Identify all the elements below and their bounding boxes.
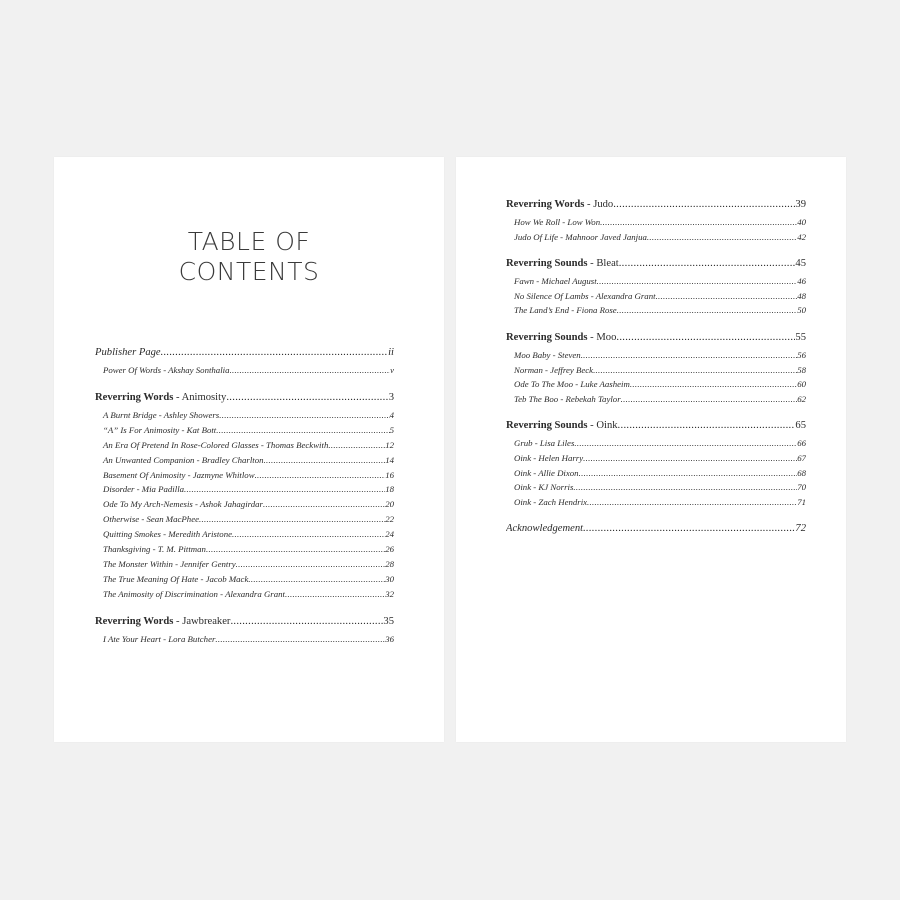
toc-entry (506, 392, 806, 407)
toc-heading-label (506, 197, 613, 212)
dot-leader (216, 423, 389, 438)
page-number: 28 (385, 558, 394, 569)
page-number: 62 (797, 393, 806, 404)
section-subheading: - Judo (584, 199, 614, 210)
entry-title: I Ate Your Heart - Lora Butcher (103, 633, 216, 644)
page-number: 22 (385, 514, 394, 525)
toc-entry (506, 348, 806, 363)
toc-heading-label (95, 390, 226, 405)
toc-entry-list (506, 274, 806, 318)
toc-entry-list (95, 408, 394, 602)
entry-title: Norman - Jeffrey Beck (514, 364, 594, 375)
toc-heading-label (506, 521, 583, 536)
page-number: 65 (795, 420, 806, 432)
dot-leader (616, 330, 795, 345)
toc-entry-list (506, 348, 806, 406)
dot-leader (583, 451, 797, 466)
page-number: ii (388, 347, 394, 358)
section-subheading: - Oink (587, 420, 618, 432)
dot-leader (630, 377, 797, 392)
page-number: 46 (797, 276, 806, 287)
section-heading: Reverring Sounds (506, 420, 588, 432)
dot-leader (248, 572, 385, 587)
dot-leader (219, 408, 389, 423)
entry-title: Basement Of Animosity - Jazmyne Whitlow (103, 469, 255, 480)
toc-entry (506, 215, 806, 230)
page-number: 58 (797, 364, 806, 375)
dot-leader (656, 289, 798, 304)
dot-leader (574, 436, 797, 451)
table-of-contents-right (506, 197, 806, 536)
page-number: 66 (797, 438, 806, 449)
section-heading: Reverring Words (95, 615, 174, 627)
dot-leader (199, 512, 385, 527)
page-title-line-2: CONTENTS (178, 257, 320, 286)
toc-entry (506, 289, 806, 304)
section-heading: Reverring Words (95, 391, 174, 403)
dot-leader (600, 215, 797, 230)
dot-leader (647, 230, 797, 245)
entry-title: An Era Of Pretend In Rose-Colored Glasses - Thomas Beckwith (103, 439, 329, 450)
dot-leader (587, 495, 797, 510)
toc-entry (95, 557, 394, 572)
entry-title: The Land’s End - Fiona Rose (514, 305, 617, 316)
toc-entry (506, 303, 806, 318)
toc-section (95, 390, 394, 602)
toc-heading-label (95, 614, 230, 629)
toc-entry (506, 363, 806, 378)
toc-entry (506, 274, 806, 289)
toc-heading-row (506, 330, 806, 345)
toc-entry (95, 572, 394, 587)
page-title-line-1: TABLE OF (187, 227, 311, 256)
dot-leader (579, 466, 798, 481)
entry-title: Quitting Smokes - Meredith Aristone (103, 529, 233, 540)
dot-leader (613, 197, 795, 212)
toc-section (506, 197, 806, 244)
page-number: v (390, 365, 394, 375)
section-heading: Reverring Words (506, 199, 585, 210)
entry-title: No Silence Of Lambs - Alexandra Grant (514, 290, 656, 301)
page-number: 26 (385, 544, 394, 555)
toc-entry (95, 632, 394, 647)
dot-leader (184, 482, 385, 497)
toc-heading-row (95, 390, 394, 405)
dot-leader (215, 632, 385, 647)
page-number: 68 (797, 467, 806, 478)
toc-entry-list (506, 215, 806, 244)
dot-leader (230, 363, 391, 378)
section-subheading: - Moo (587, 331, 617, 343)
dot-leader (255, 468, 386, 483)
page-number: 48 (797, 290, 806, 301)
page-number: 72 (795, 523, 806, 535)
dot-leader (619, 256, 796, 271)
entry-title: Power Of Words - Akshay Sonthalia (103, 365, 230, 375)
page-number: 42 (797, 231, 806, 242)
dot-leader (161, 345, 388, 360)
toc-entry (506, 480, 806, 495)
page-number: 36 (385, 633, 394, 644)
page-number: 35 (383, 615, 394, 627)
dot-leader (573, 480, 797, 495)
entry-title: Oink - KJ Norris (514, 482, 574, 493)
dot-leader (285, 587, 385, 602)
page-number: 16 (385, 469, 394, 480)
entry-title: Disorder - Mia Padilla (103, 484, 185, 495)
entry-title: Oink - Helen Harry (514, 452, 584, 463)
section-heading: Reverring Sounds (506, 258, 588, 270)
dot-leader (621, 392, 798, 407)
section-heading: Reverring Sounds (506, 331, 588, 343)
toc-heading-label (506, 256, 619, 271)
section-subheading: - Bleat (587, 258, 619, 270)
dot-leader (617, 303, 797, 318)
dot-leader (230, 614, 383, 629)
dot-leader (264, 453, 386, 468)
page-number: 40 (797, 217, 806, 227)
dot-leader (597, 274, 798, 289)
toc-entry (95, 497, 394, 512)
dot-leader (263, 497, 385, 512)
dot-leader (232, 527, 385, 542)
page-number: 3 (388, 391, 394, 403)
toc-section (506, 256, 806, 318)
entry-title: Oink - Zach Hendrix (514, 496, 588, 507)
toc-heading-row (506, 256, 806, 271)
section-subheading: - Animosity (173, 391, 227, 403)
dot-leader (593, 363, 797, 378)
dot-leader (618, 418, 796, 433)
toc-entry (95, 482, 394, 497)
toc-heading-label (506, 330, 616, 345)
page-number: 60 (797, 379, 806, 390)
entry-title: Oink - Allie Dixon (514, 467, 579, 478)
toc-entry (95, 527, 394, 542)
entry-title: The Animosity of Discrimination - Alexandra Grant (103, 588, 285, 599)
dot-leader (328, 438, 385, 453)
toc-entry (95, 542, 394, 557)
dot-leader (236, 557, 386, 572)
page-number: 39 (795, 199, 806, 210)
page-number: 50 (797, 305, 806, 316)
toc-entry (95, 408, 394, 423)
toc-entry-list (95, 632, 394, 647)
entry-title: Grub - Lisa Liles (514, 438, 575, 449)
toc-heading-row (95, 345, 394, 360)
toc-entry (506, 466, 806, 481)
page-number: 12 (385, 439, 394, 450)
toc-heading-row (506, 197, 806, 212)
toc-entry (95, 587, 394, 602)
toc-heading-label (506, 418, 618, 433)
toc-section (95, 614, 394, 647)
entry-title: Ode To My Arch-Nemesis - Ashok Jahagirdar (103, 499, 263, 510)
page-number: 67 (797, 452, 806, 463)
page-number: 14 (385, 454, 394, 465)
dot-leader (581, 348, 798, 363)
right-page (456, 157, 846, 742)
page-number: 24 (385, 529, 394, 540)
page-number: 20 (385, 499, 394, 510)
section-heading: Acknowledgement (506, 523, 584, 535)
toc-entry (506, 436, 806, 451)
page-number: 5 (389, 424, 394, 435)
dot-leader (226, 390, 388, 405)
section-heading: Publisher Page (95, 347, 161, 358)
toc-entry (506, 495, 806, 510)
toc-heading-row (95, 614, 394, 629)
toc-entry (95, 423, 394, 438)
toc-entry (506, 377, 806, 392)
toc-entry (95, 468, 394, 483)
entry-title: Ode To The Moo - Luke Aasheim (514, 379, 630, 390)
toc-entry (95, 363, 394, 378)
entry-title: Fawn - Michael August (514, 276, 597, 287)
toc-entry (95, 512, 394, 527)
entry-title: Teb The Boo - Rebekah Taylor (514, 393, 621, 404)
page-number: 32 (385, 588, 394, 599)
toc-section (506, 418, 806, 509)
dot-leader (206, 542, 385, 557)
page-number: 56 (797, 349, 806, 360)
page-number: 71 (797, 496, 806, 507)
dot-leader (583, 521, 795, 536)
section-subheading: - Jawbreaker (173, 615, 231, 627)
left-page (54, 157, 444, 742)
entry-title: A Burnt Bridge - Ashley Showers (103, 409, 220, 420)
toc-entry (95, 438, 394, 453)
page-number: 4 (389, 409, 394, 420)
toc-entry (506, 451, 806, 466)
toc-heading-label (95, 345, 161, 360)
entry-title: Otherwise - Sean MacPhee (103, 514, 200, 525)
toc-entry-list (95, 363, 394, 378)
entry-title: The True Meaning Of Hate - Jacob Mack (103, 573, 249, 584)
entry-title: Thanksgiving - T. M. Pittman (103, 544, 206, 555)
toc-heading-row (506, 521, 806, 536)
toc-section (95, 345, 394, 378)
entry-title: Moo Baby - Steven (514, 349, 581, 360)
entry-title: “A” Is For Animosity - Kat Bott (103, 424, 217, 435)
toc-heading-row (506, 418, 806, 433)
toc-entry (506, 230, 806, 245)
toc-section (506, 330, 806, 406)
toc-entry (95, 453, 394, 468)
page-number: 30 (385, 573, 394, 584)
page-number: 18 (385, 484, 394, 495)
page-number: 55 (795, 331, 806, 343)
entry-title: How We Roll - Low Won (514, 217, 601, 227)
entry-title: An Unwanted Companion - Bradley Charlton (103, 454, 264, 465)
page-title (54, 227, 444, 287)
table-of-contents-left (95, 345, 394, 647)
entry-title: Judo Of Life - Mahnoor Javed Janjua (514, 231, 647, 242)
toc-section (506, 521, 806, 536)
toc-entry-list (506, 436, 806, 509)
entry-title: The Monster Within - Jennifer Gentry (103, 558, 236, 569)
page-number: 45 (795, 258, 806, 270)
page-number: 70 (797, 482, 806, 493)
